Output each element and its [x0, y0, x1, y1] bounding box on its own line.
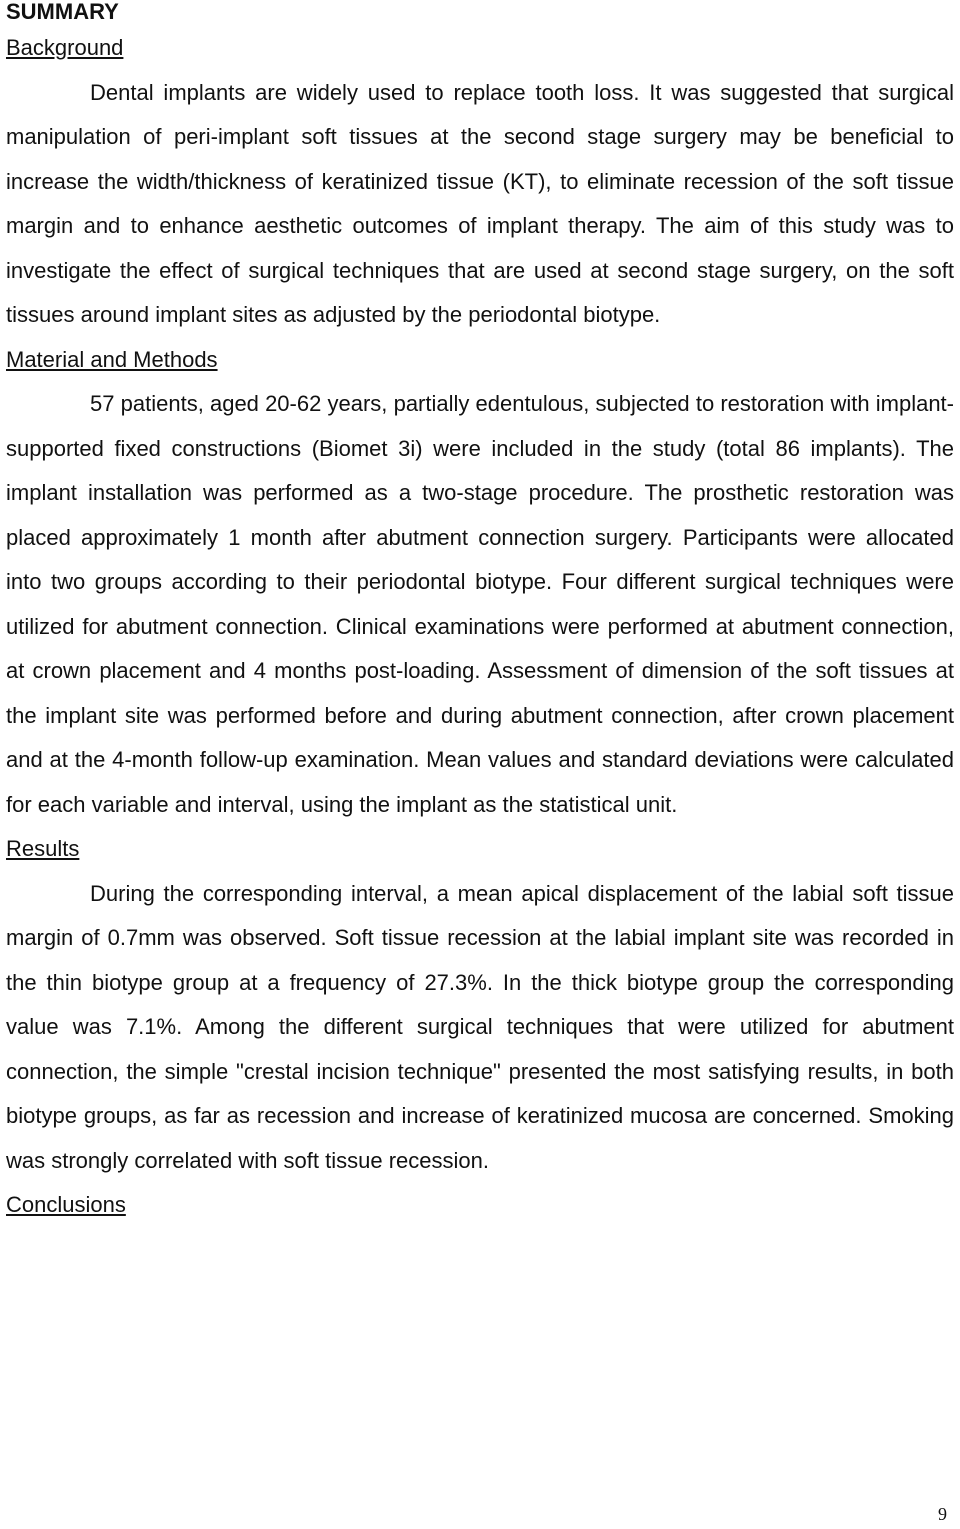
section-conclusions: [6, 1183, 954, 1228]
background-paragraph: Dental implants are widely used to replace tooth loss. It was suggested that surgical manipulation of peri-implant soft tissues at the second stage surgery may be beneficial to increase the width/thickness of keratinized tissue (KT), to eliminate recession of the soft tissue margin and to enhance aesthetic outcomes of implant therapy. The aim of this study was to investigate the effect of surgical techniques that are used at second stage surgery, on the soft tissues around implant sites as adjusted by the periodontal biotype.: [6, 79, 954, 327]
material-methods-heading: Material and Methods: [6, 346, 218, 372]
results-heading: Results: [6, 836, 80, 861]
page-number: 9: [938, 1504, 947, 1524]
conclusions-heading: Conclusions: [6, 1192, 126, 1217]
results-paragraph: During the corresponding interval, a mean apical displacement of the labial soft tissue margin of 0.7mm was observed. Soft tissue recession at the labial implant site was recorded in the thin biotype group at a frequency of 27.3%. In the thick biotype group the corresponding value was 7.1%. Among the different surgical techniques that were utilized for abutment connection, the simple "crestal incision technique" presented the most satisfying results, in both biotype groups, as far as recession and increase of keratinized mucosa are concerned. Smoking was strongly correlated with soft tissue recession.: [6, 880, 954, 1173]
background-heading: Background: [6, 35, 124, 60]
summary-title: SUMMARY: [6, 0, 119, 24]
material-methods-paragraph: 57 patients, aged 20-62 years, partially edentulous, subjected to restoration with implant-supported fixed constructions (Biomet 3i) were included in the study (total 86 implants). The implant installation was performed as a two-stage procedure. The prosthetic restoration was placed approximately 1 month after abutment connection surgery. Participants were allocated into two groups according to their periodontal biotype. Four different surgical techniques were utilized for abutment connection. Clinical examinations were performed at abutment connection, at crown placement and 4 months post-loading. Assessment of dimension of the soft tissues at the implant site was performed before and during abutment connection, after crown placement and at the 4-month follow-up examination. Mean values and standard deviations were calculated for each variable and interval, using the implant as the statistical unit.: [6, 391, 954, 817]
section-results: [6, 827, 954, 1183]
section-material-methods: [6, 338, 954, 828]
section-background: [6, 26, 954, 338]
summary-page: [6, 0, 954, 1228]
